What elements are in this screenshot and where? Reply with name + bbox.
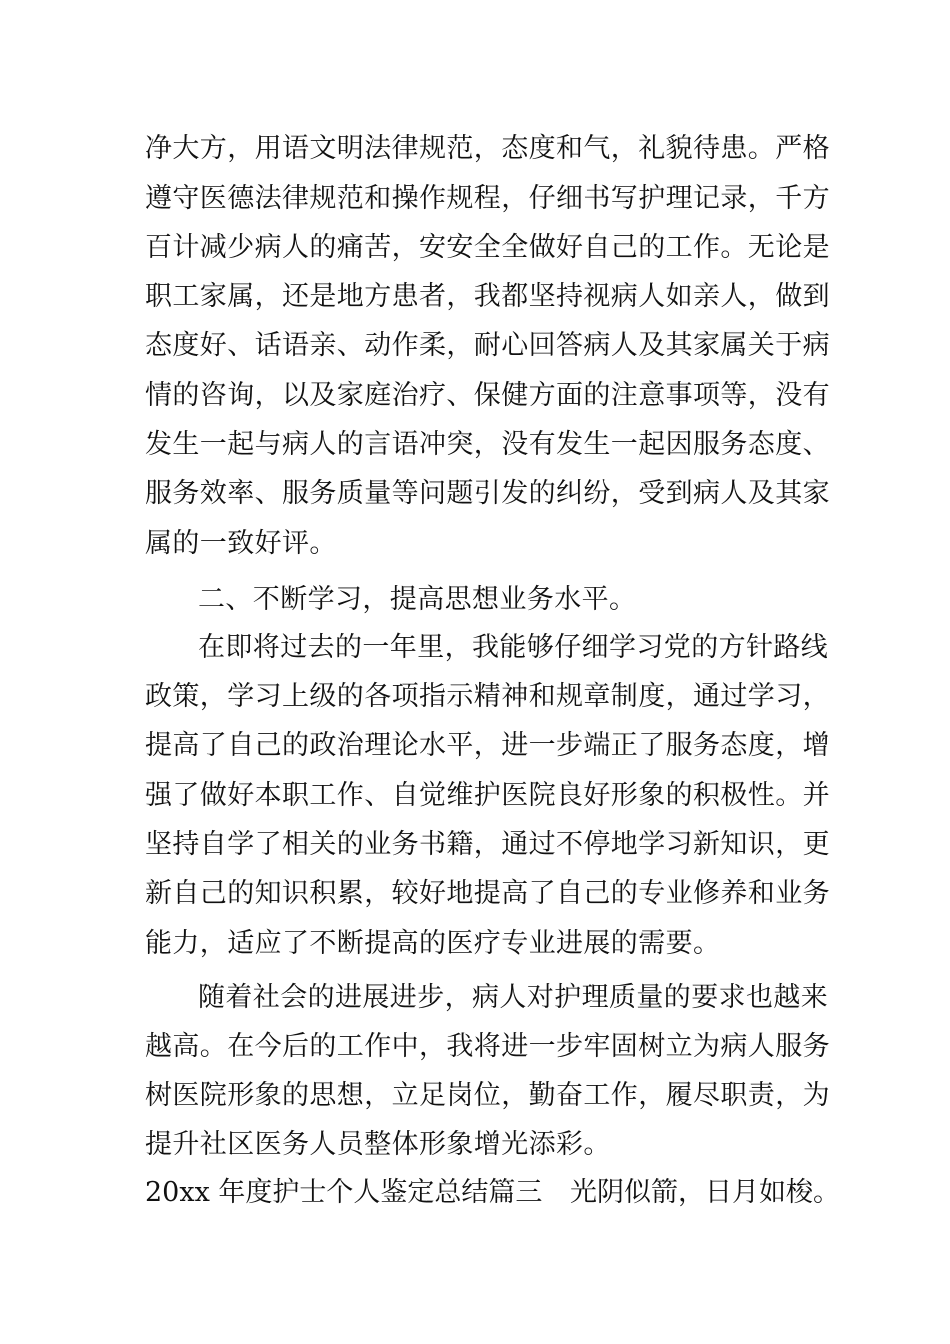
paragraph2-line-4: 强了做好本职工作、自觉维护医院良好形象的积极性。并 [145,780,830,811]
paragraph1-line-3: 百计减少病人的痛苦，安安全全做好自己的工作。无论是 [145,232,830,263]
paragraph2-line-3: 提高了自己的政治理论水平，进一步端正了服务态度，增 [145,730,830,761]
paragraph1-line-1: 净大方，用语文明法律规范，态度和气，礼貌待患。严格 [145,133,830,164]
paragraph3-line-4: 提升社区医务人员整体形象增光添彩。 [145,1129,611,1160]
paragraph1-line-4: 职工家属，还是地方患者，我都坚持视病人如亲人，做到 [145,281,830,312]
paragraph2-line-1: 在即将过去的一年里，我能够仔细学习党的方针路线 [198,632,829,663]
paragraph1-line-2: 遵守医德法律规范和操作规程，仔细书写护理记录，千方 [145,183,830,214]
paragraph1-line-7: 发生一起与病人的言语冲突，没有发生一起因服务态度、 [145,429,830,460]
paragraph2-line-7: 能力，适应了不断提高的医疗专业进展的需要。 [145,928,721,959]
paragraph1-line-9: 属的一致好评。 [145,528,337,559]
paragraph2-line-6: 新自己的知识积累，较好地提高了自己的专业修养和业务 [145,878,830,909]
paragraph1-line-6: 情的咨询，以及家庭治疗、保健方面的注意事项等，没有 [145,380,830,411]
paragraph3-line-1: 随着社会的进展进步，病人对护理质量的要求也越来 [198,982,829,1013]
section-heading: 二、不断学习，提高思想业务水平。 [198,584,637,615]
paragraph3-line-2: 越高。在今后的工作中，我将进一步牢固树立为病人服务 [145,1031,830,1062]
next-section-title: 20xx 年度护士个人鉴定总结篇三 [145,1177,543,1208]
paragraph2-line-5: 坚持自学了相关的业务书籍，通过不停地学习新知识，更 [145,829,830,860]
paragraph2-line-2: 政策，学习上级的各项指示精神和规章制度，通过学习， [145,681,830,712]
paragraph3-line-3: 树医院形象的思想，立足岗位，勤奋工作，履尽职责，为 [145,1080,830,1111]
paragraph1-line-8: 服务效率、服务质量等问题引发的纠纷，受到病人及其家 [145,478,830,509]
next-section-opening: 光阴似箭，日月如梭。 [570,1177,840,1208]
paragraph1-line-5: 态度好、话语亲、动作柔，耐心回答病人及其家属关于病 [145,330,830,361]
